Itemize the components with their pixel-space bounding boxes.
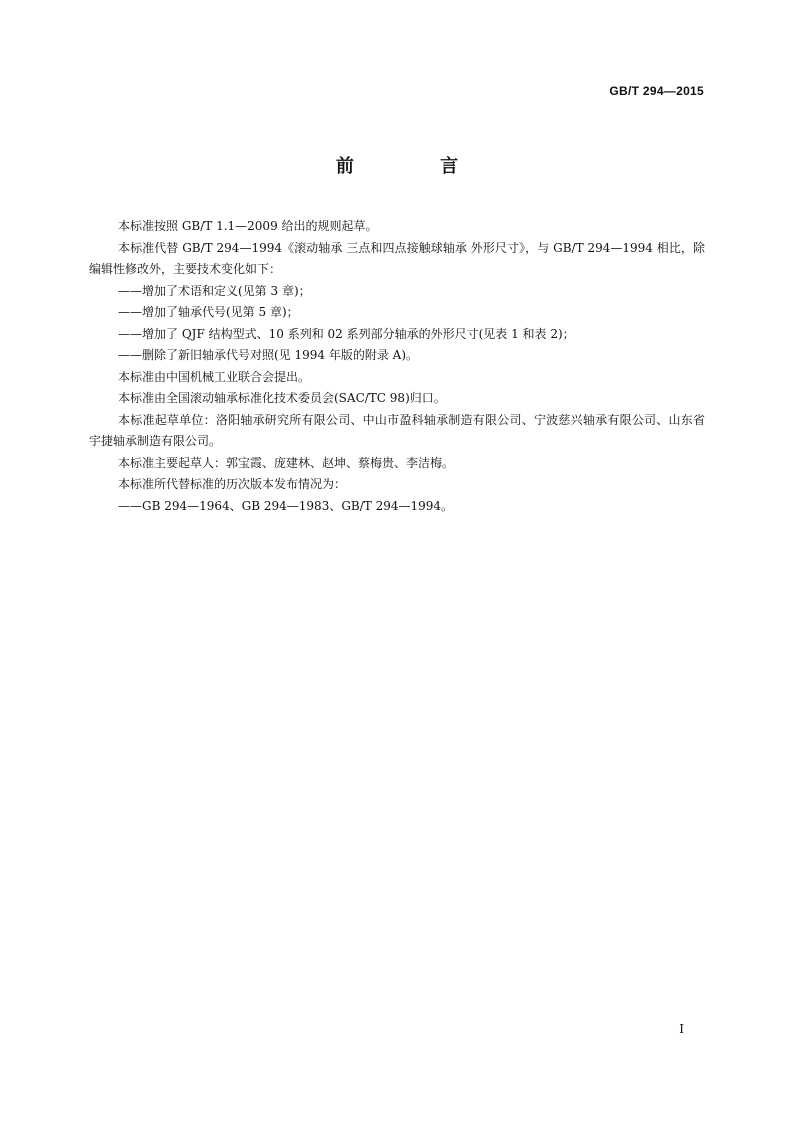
change-item: ——增加了轴承代号(见第 5 章)； [118, 305, 299, 319]
change-item: ——增加了术语和定义(见第 3 章)； [118, 283, 311, 298]
page-number: I [679, 1022, 684, 1036]
change-item: ——增加了 QJF 结构型式、10 系列和 02 系列部分轴承的外形尺寸(见表 1 和表 2)； [118, 326, 575, 341]
paragraph-drafters: 本标准主要起草人：郭宝霞、庞建林、赵坤、蔡梅贵、李洁梅。 [118, 455, 455, 470]
paragraph-proposer: 本标准由中国机械工业联合会提出。 [118, 369, 311, 384]
paragraph-history-intro: 本标准所代替标准的历次版本发布情况为： [118, 477, 347, 491]
standard-code: GB/T 294—2015 [609, 84, 704, 98]
foreword-body [89, 216, 705, 517]
paragraph-replacement: 本标准代替 GB/T 294—1994《滚动轴承 三点和四点接触球轴承 外形尺寸》，与 GB/T 294—1994 相比，除编辑性修改外，主要技术变化如下： [89, 240, 705, 276]
paragraph-drafting-units: 本标准起草单位：洛阳轴承研究所有限公司、中山市盈科轴承制造有限公司、宁波慈兴轴承有限公司、山东省宇捷轴承制造有限公司。 [89, 412, 705, 448]
history-item: ——GB 294—1964、GB 294—1983、GB/T 294—1994。 [118, 498, 454, 513]
page-title: 前 言 [335, 156, 499, 177]
paragraph-drafting-rules: 本标准按照 GB/T 1.1—2009 给出的规则起草。 [118, 219, 378, 233]
change-item: ——删除了新旧轴承代号对照(见 1994 年版的附录 A)。 [118, 348, 419, 362]
paragraph-committee: 本标准由全国滚动轴承标准化技术委员会(SAC/TC 98)归口。 [118, 391, 446, 405]
